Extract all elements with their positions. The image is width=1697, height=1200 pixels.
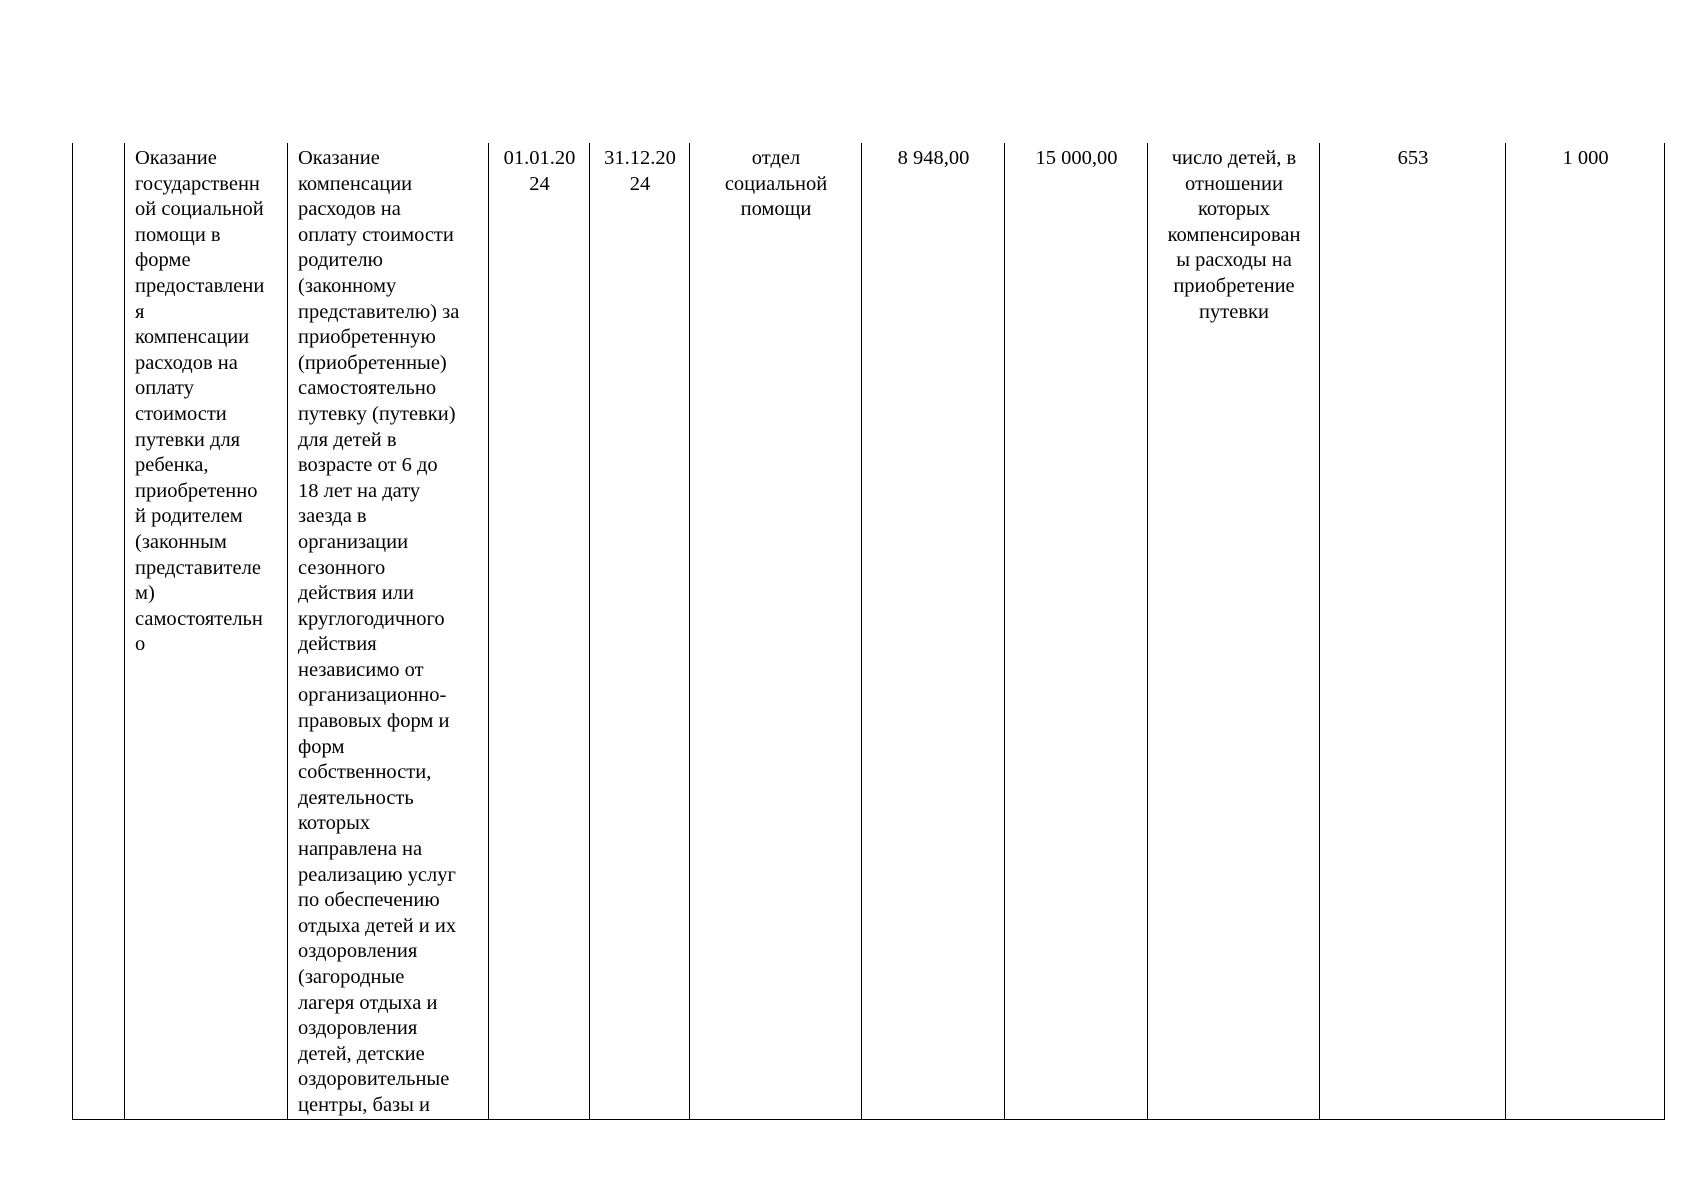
amount-1-cell: 8 948,00 bbox=[862, 143, 1005, 1119]
indicator-cell: число детей, в отношении которых компенсирован ы расходы на приобретение путевки bbox=[1148, 143, 1320, 1119]
row-number-cell bbox=[73, 143, 125, 1119]
end-date-cell: 31.12.20 24 bbox=[590, 143, 690, 1119]
executor-cell: отдел социальной помощи bbox=[690, 143, 862, 1119]
start-date-cell: 01.01.20 24 bbox=[489, 143, 590, 1119]
amount-2-cell: 15 000,00 bbox=[1005, 143, 1148, 1119]
document-table bbox=[72, 143, 1665, 1120]
indicator-value-2-cell: 1 000 bbox=[1506, 143, 1665, 1119]
event-description-cell: Оказание компенсации расходов на оплату стоимости родителю (законному представителю) за приобретенную (приобретенные) самостоятельно путевку (путевки) для детей в возрасте от 6 до 18 лет на дату заезда в организации сезонного действия или круглогодичного действия независимо от организационно- правовых форм и форм собственности, деятельность которых направлена на реализацию услуг по обеспечению отдыха детей и их оздоровления (загородные лагеря отдыха и оздоровления детей, детские оздоровительные центры, базы и bbox=[288, 143, 489, 1119]
indicator-value-1-cell: 653 bbox=[1320, 143, 1506, 1119]
event-name-cell: Оказание государственн ой социальной помощи в форме предоставлени я компенсации расходов на оплату стоимости путевки для ребенка, приобретенно й родителем (законным представителе м) самостоятельн о bbox=[125, 143, 288, 1119]
table-row bbox=[73, 143, 1665, 1119]
